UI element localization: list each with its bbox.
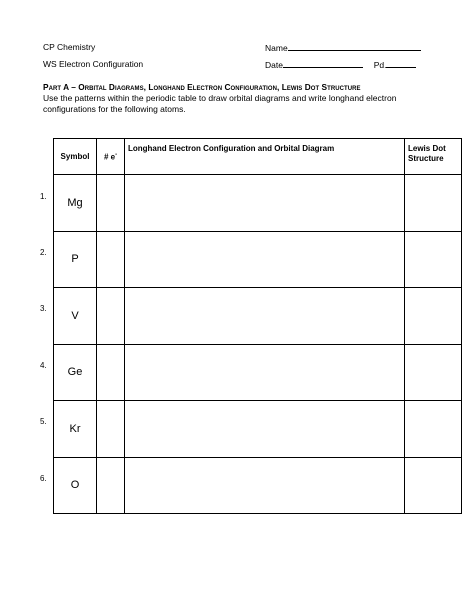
- config-cell[interactable]: [125, 288, 405, 345]
- config-cell[interactable]: [125, 344, 405, 401]
- lewis-cell[interactable]: [405, 175, 462, 232]
- table-row: [54, 344, 462, 401]
- symbol-cell: P: [54, 231, 97, 288]
- symbol-cell: V: [54, 288, 97, 345]
- symbol-header: Symbol: [54, 139, 97, 175]
- name-label: Name: [265, 43, 288, 53]
- lewis-cell[interactable]: [405, 457, 462, 514]
- row-number: 1.: [40, 192, 47, 201]
- row-number: 3.: [40, 304, 47, 313]
- symbol-cell: Ge: [54, 344, 97, 401]
- worksheet-title: WS Electron Configuration: [43, 59, 144, 69]
- table-row: [54, 401, 462, 458]
- electrons-header-label: # e: [103, 152, 116, 162]
- electrons-cell[interactable]: [97, 175, 125, 232]
- worksheet-table: [53, 138, 462, 514]
- period-label: Pd.: [373, 60, 387, 70]
- table-header-row: [54, 139, 462, 175]
- date-blank[interactable]: [283, 59, 363, 68]
- row-number: 6.: [40, 474, 47, 483]
- table-row: [54, 457, 462, 514]
- electrons-header: [97, 139, 125, 175]
- row-number: 2.: [40, 248, 47, 257]
- date-period-field: [265, 59, 416, 70]
- symbol-cell: Kr: [54, 401, 97, 458]
- name-blank[interactable]: [288, 42, 421, 51]
- symbol-cell: O: [54, 457, 97, 514]
- lewis-cell[interactable]: [405, 401, 462, 458]
- lewis-cell[interactable]: [405, 231, 462, 288]
- config-header: Longhand Electron Configuration and Orbital Diagram: [125, 139, 405, 175]
- config-cell[interactable]: [125, 175, 405, 232]
- course-title: CP Chemistry: [43, 42, 96, 52]
- electrons-cell[interactable]: [97, 401, 125, 458]
- instructions: Use the patterns within the periodic table to draw orbital diagrams and write longhand electron configurations for the following atoms.: [43, 93, 397, 114]
- electrons-cell[interactable]: [97, 344, 125, 401]
- lewis-header: Lewis Dot Structure: [405, 139, 462, 175]
- row-number: 5.: [40, 417, 47, 426]
- config-cell[interactable]: [125, 231, 405, 288]
- row-number: 4.: [40, 361, 47, 370]
- config-cell[interactable]: [125, 457, 405, 514]
- lewis-cell[interactable]: [405, 288, 462, 345]
- electrons-cell[interactable]: [97, 231, 125, 288]
- config-cell[interactable]: [125, 401, 405, 458]
- part-title: Part A – Orbital Diagrams, Longhand Electron Configuration, Lewis Dot Structure: [43, 82, 361, 92]
- lewis-cell[interactable]: [405, 344, 462, 401]
- electrons-cell[interactable]: [97, 288, 125, 345]
- table-row: [54, 231, 462, 288]
- electrons-cell[interactable]: [97, 457, 125, 514]
- symbol-cell: Mg: [54, 175, 97, 232]
- table-row: [54, 175, 462, 232]
- table-row: [54, 288, 462, 345]
- name-field[interactable]: [265, 42, 421, 53]
- period-blank[interactable]: [386, 59, 416, 68]
- electrons-header-sup: -: [115, 151, 118, 158]
- date-label: Date: [265, 60, 283, 70]
